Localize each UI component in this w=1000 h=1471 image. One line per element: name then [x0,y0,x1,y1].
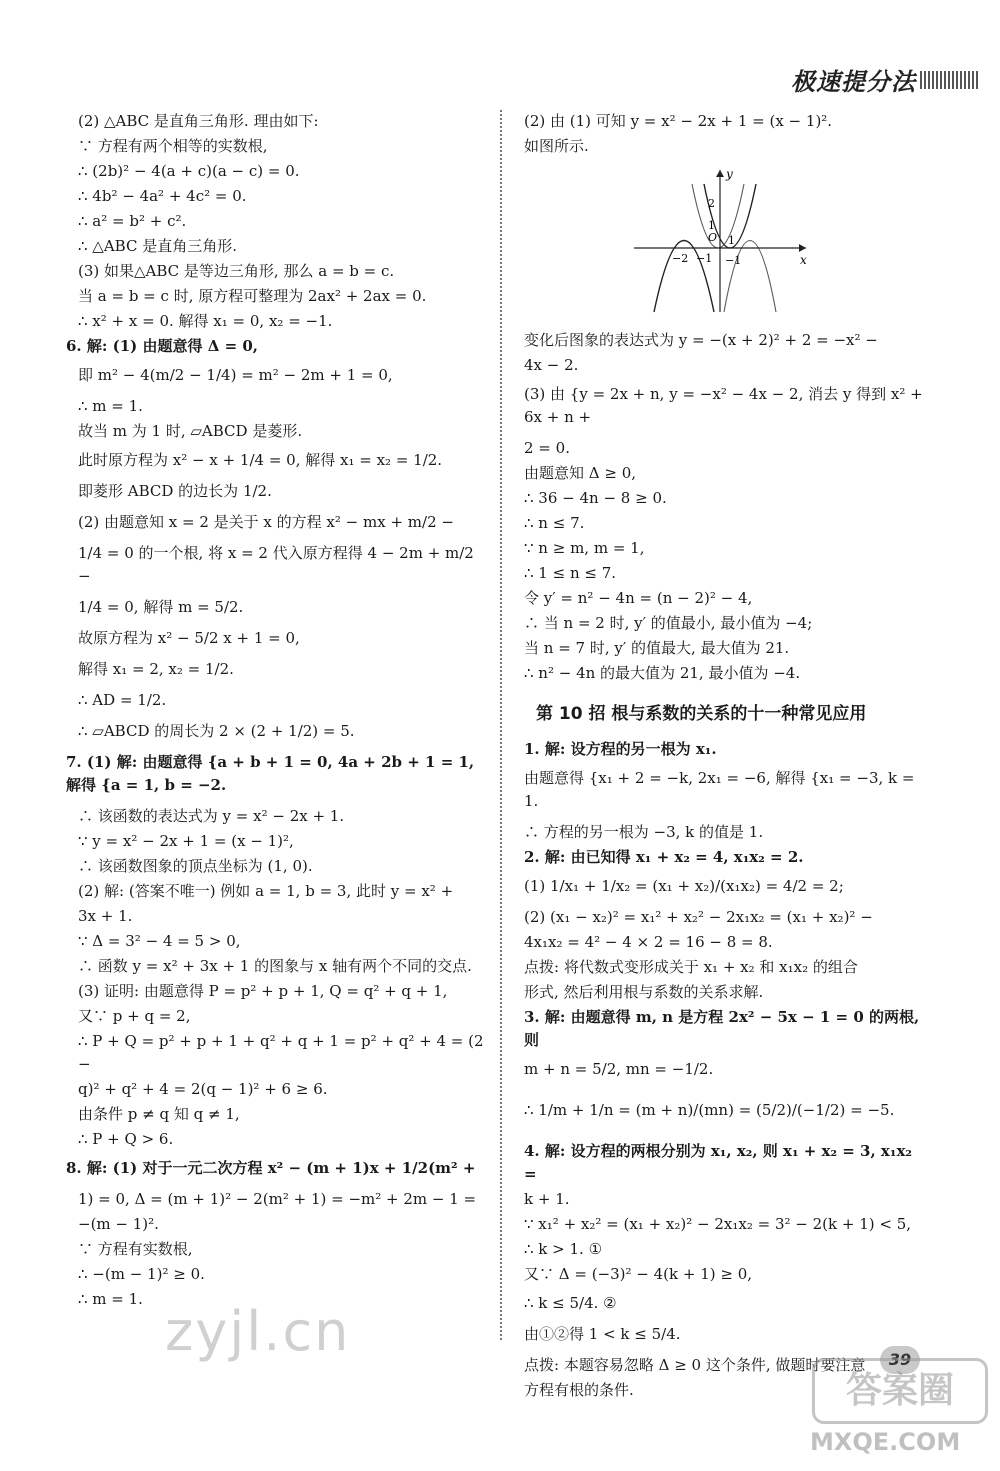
text-line: ∴ 函数 y = x² + 3x + 1 的图象与 x 轴有两个不同的交点. [78,957,472,975]
page-number: 39 [880,1346,920,1374]
watermark-stamp: 答案圈 [812,1358,988,1424]
text-line: ∴ 方程的另一根为 −3, k 的值是 1. [524,823,764,841]
watermark-site: MXQE.COM [810,1428,961,1456]
text-line: 4x − 2. [524,356,579,374]
text-line: 4x₁x₂ = 4² − 4 × 2 = 16 − 8 = 8. [524,933,773,951]
text-line: ∴ AD = 1/2. [78,691,167,709]
curve-intermediate-parabola [692,184,744,248]
right-column [524,110,928,1404]
problem-2-heading: 2. 解: 由已知得 x₁ + x₂ = 4, x₁x₂ = 2. [524,848,804,866]
text-line: ∴ (2b)² − 4(a + c)(a − c) = 0. [78,162,300,180]
text-line: ∵ x₁² + x₂² = (x₁ + x₂)² − 2x₁x₂ = 3² − 2(k + 1) < 5, [524,1215,912,1233]
text-line: ∴ m = 1. [78,1290,143,1308]
text-line: 变化后图象的表达式为 y = −(x + 2)² + 2 = −x² − [524,331,878,349]
parabola-graph [624,164,924,321]
text-line: ∵ 方程有两个相等的实数根, [78,137,268,155]
text-line: (2) 由 (1) 可知 y = x² − 2x + 1 = (x − 1)². [524,112,833,130]
hint-text: 点拨: 将代数式变形成关于 x₁ + x₂ 和 x₁x₂ 的组合 [524,958,858,976]
brand-decoration [920,71,978,89]
tick-y-neg1: −1 [725,254,742,267]
text-line: ∴ 1 ≤ n ≤ 7. [524,564,617,582]
text-line: (3) 如果△ABC 是等边三角形, 那么 a = b = c. [78,262,395,280]
text-line: ∴ 4b² − 4a² + 4c² = 0. [78,187,247,205]
text-line: 1) = 0, Δ = (m + 1)² − 2(m² + 1) = −m² + 2m − 1 = [78,1190,477,1208]
text-line: ∴ 该函数的表达式为 y = x² − 2x + 1. [78,807,345,825]
problem-4-heading: 4. 解: 设方程的两根分别为 x₁, x₂, 则 x₁ + x₂ = 3, x₁x₂ = [524,1142,918,1183]
text-line: 由题意得 {x₁ + 2 = −k, 2x₁ = −6, 解得 {x₁ = −3, k = 1. [524,769,920,810]
text-line: (2) 由题意知 x = 2 是关于 x 的方程 x² − mx + m/2 − [78,513,454,531]
text-line: −(m − 1)². [78,1215,159,1233]
tick-y-2: 2 [708,197,715,210]
problem-3-heading: 3. 解: 由题意得 m, n 是方程 2x² − 5x − 1 = 0 的两根, 则 [524,1008,925,1049]
text-line: (3) 由 {y = 2x + n, y = −x² − 4x − 2, 消去 y 得到 x² + 6x + n + [524,385,928,426]
x-axis-arrow [799,244,806,252]
text-line: ∴ k ≤ 5/4. ② [524,1294,617,1312]
text-line: 解得 x₁ = 2, x₂ = 1/2. [78,660,234,678]
text-line: q)² + q² + 4 = 2(q − 1)² + 6 ≥ 6. [78,1080,328,1098]
origin-label: O [708,231,718,244]
text-line: m + n = 5/2, mn = −1/2. [524,1060,714,1078]
text-line: ∴ k > 1. ① [524,1240,603,1258]
text-line: 1/4 = 0, 解得 m = 5/2. [78,598,244,616]
text-line: ∴ ▱ABCD 的周长为 2 × (2 + 1/2) = 5. [78,722,355,740]
problem-7-heading: 7. (1) 解: 由题意得 {a + b + 1 = 0, 4a + 2b + 1 = 1, 解得 {a = 1, b = −2. [66,753,480,794]
text-line: ∴ 36 − 4n − 8 ≥ 0. [524,489,667,507]
text-line: ∴ △ABC 是直角三角形. [78,237,237,255]
tick-x-neg2: −2 [672,252,689,265]
text-line: ∴ 该函数图象的顶点坐标为 (1, 0). [78,857,313,875]
text-line: k + 1. [524,1190,570,1208]
y-axis-arrow [716,170,724,177]
text-line: 由条件 p ≠ q 知 q ≠ 1, [78,1105,240,1123]
tick-x-1: 1 [728,234,735,247]
hint-text: 点拨: 本题容易忽略 Δ ≥ 0 这个条件, 做题时要注意 [524,1356,866,1374]
text-line: 如图所示. [524,137,589,155]
section-title: 第 10 招 根与系数的关系的十一种常见应用 [536,704,867,724]
text-line: 由①②得 1 < k ≤ 5/4. [524,1325,681,1343]
hint-text: 方程有根的条件. [524,1381,634,1399]
x-label: x [800,253,807,267]
watermark-zyjl: zyjl.cn [165,1300,351,1363]
tick-x-neg1: −1 [696,252,713,265]
text-line: ∴ x² + x = 0. 解得 x₁ = 0, x₂ = −1. [78,312,333,330]
problem-6-heading: 6. 解: (1) 由题意得 Δ = 0, [66,337,259,355]
text-line: ∴ −(m − 1)² ≥ 0. [78,1265,205,1283]
text-line: (2) 解: (答案不唯一) 例如 a = 1, b = 3, 此时 y = x² + [78,882,454,900]
text-line: ∴ a² = b² + c². [78,212,187,230]
text-line: ∴ P + Q > 6. [78,1130,174,1148]
text-line: (2) (x₁ − x₂)² = x₁² + x₂² − 2x₁x₂ = (x₁ + x₂)² − [524,908,873,926]
text-line: 即菱形 ABCD 的边长为 1/2. [78,482,272,500]
text-line: ∴ m = 1. [78,397,143,415]
text-line: 2 = 0. [524,439,570,457]
text-line: 当 a = b = c 时, 原方程可整理为 2ax² + 2ax = 0. [78,287,427,305]
curve-reflected-parabola [724,241,776,313]
text-line: ∴ 1/m + 1/n = (m + n)/(mn) = (5/2)/(−1/2) = −5. [524,1101,895,1119]
header-brand [791,62,978,97]
left-column [66,110,489,1313]
text-line: 又∵ p + q = 2, [78,1007,191,1025]
tick-y-1: 1 [708,219,715,232]
problem-8-heading: 8. 解: (1) 对于一元二次方程 x² − (m + 1)x + 1/2(m² + [66,1159,476,1177]
text-line: ∴ 当 n = 2 时, y′ 的值最小, 最小值为 −4; [524,614,813,632]
graph-svg [624,164,814,314]
text-line: 故原方程为 x² − 5/2 x + 1 = 0, [78,629,300,647]
text-line: ∵ Δ = 3² − 4 = 5 > 0, [78,932,241,950]
text-line: (1) 1/x₁ + 1/x₂ = (x₁ + x₂)/(x₁x₂) = 4/2 = 2; [524,877,844,895]
text-line: 当 n = 7 时, y′ 的值最大, 最大值为 21. [524,639,790,657]
text-line: ∴ n² − 4n 的最大值为 21, 最小值为 −4. [524,664,801,682]
text-line: (2) △ABC 是直角三角形. 理由如下: [78,112,319,130]
text-line: ∵ y = x² − 2x + 1 = (x − 1)², [78,832,294,850]
brand-title: 极速提分法 [791,68,916,96]
text-line: ∴ P + Q = p² + p + 1 + q² + q + 1 = p² + q² + 4 = (2 − [78,1032,489,1073]
problem-1-heading: 1. 解: 设方程的另一根为 x₁. [524,740,717,758]
text-line: 此时原方程为 x² − x + 1/4 = 0, 解得 x₁ = x₂ = 1/2. [78,451,443,469]
text-line: 又∵ Δ = (−3)² − 4(k + 1) ≥ 0, [524,1265,753,1283]
text-line: ∴ n ≤ 7. [524,514,585,532]
text-line: 令 y′ = n² − 4n = (n − 2)² − 4, [524,589,753,607]
y-label: y [726,167,733,181]
text-line: ∵ 方程有实数根, [78,1240,193,1258]
text-line: (3) 证明: 由题意得 P = p² + p + 1, Q = q² + q + 1, [78,982,448,1000]
text-line: 3x + 1. [78,907,133,925]
text-line: 故当 m 为 1 时, ▱ABCD 是菱形. [78,422,303,440]
text-line: 由题意知 Δ ≥ 0, [524,464,637,482]
text-line: 1/4 = 0 的一个根, 将 x = 2 代入原方程得 4 − 2m + m/2 − [78,544,479,585]
text-line: ∵ n ≥ m, m = 1, [524,539,645,557]
hint-text: 形式, 然后利用根与系数的关系求解. [524,983,764,1001]
column-divider [500,110,502,1340]
text-line: 即 m² − 4(m/2 − 1/4) = m² − 2m + 1 = 0, [78,366,393,384]
